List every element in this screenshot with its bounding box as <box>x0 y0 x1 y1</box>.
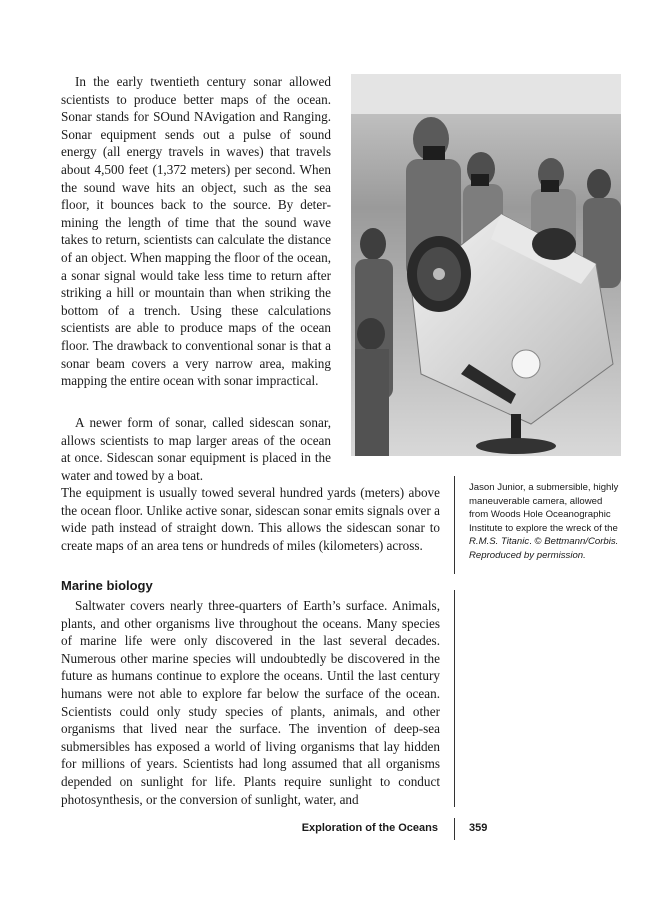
caption-ship-name: R.M.S. Titanic <box>469 536 530 547</box>
photo-jason-junior <box>351 74 621 456</box>
page-number: 359 <box>469 822 488 834</box>
caption-divider <box>454 476 455 574</box>
footer-divider <box>454 818 455 840</box>
caption-copyright: . © <box>529 536 545 547</box>
paragraph-sidescan-part2: The equipment is usually towed several hundred yards (meters) above the ocean floor. Unlike active sonar, sidescan sonar emits signals over a wide path instead of straight down. This allows the sidescan sonar to create maps of an area tens or hundreds of miles (kilometers) across. <box>61 485 440 553</box>
running-footer-title: Exploration of the Oceans <box>301 822 438 834</box>
paragraph-sidescan-part1: A newer form of sonar, called sidescan sonar, allows scientists to map larger areas of the ocean at once. Sidescan sonar equipment is placed in the water and towed by a boat. <box>61 415 331 483</box>
section-heading: Marine biology <box>61 578 153 593</box>
caption-credit: Bettmann/Corbis. Reproduced by permission. <box>469 536 619 561</box>
photo-caption <box>469 481 619 562</box>
column-divider <box>454 590 455 807</box>
paragraph-marine-biology: Saltwater covers nearly three-quarters of Earth’s surface. Animals, plants, and other organisms live throughout the oceans. Many species of marine life were only discovered in the last several decades. Numerous other marine species will undoubtedly be discovered in the future as humans continue to explore the oceans. Until the last century humans were not able to explore far below the surface of the ocean. Scientists could only study species of plants, animals, and other organisms that lived near the surface. The invention of deep-sea submersibles has exposed a world of living organisms that lay hidden for millions of years. Scientists had long assumed that all organisms depended on sunlight for life. Plants require sunlight to conduct photosynthesis, or the conversion of sunlight, water, and <box>61 598 440 807</box>
caption-text: Jason Junior, a submersible, highly maneuverable camera, allowed from Woods Hole Oceanographic Institute to explore the wreck of the <box>469 482 619 534</box>
paragraph-sonar-intro: In the early twentieth century sonar allowed scientists to produce better maps of the ocean. Sonar stands for SOund NAvigation and Ranging. Sonar equipment sends out a pulse of sound energy (all energy travels in waves) that travels about 4,500 feet (1,372 meters) per second. When the sound wave hits an object, such as the sea floor, it bounces back to the source. By determining the length of time that the sound wave takes to return, scientists can calculate the distance of an object. When mapping the floor of the ocean, a sonar signal would take less time to return after striking a hill or mountain than when striking the bottom of a trench. Using these calculations scientists are able to produce maps of the ocean floor. The drawback to conventional sonar is that a sonar beam covers a very narrow area, making mapping the entire ocean with sonar impractical. <box>61 74 331 389</box>
